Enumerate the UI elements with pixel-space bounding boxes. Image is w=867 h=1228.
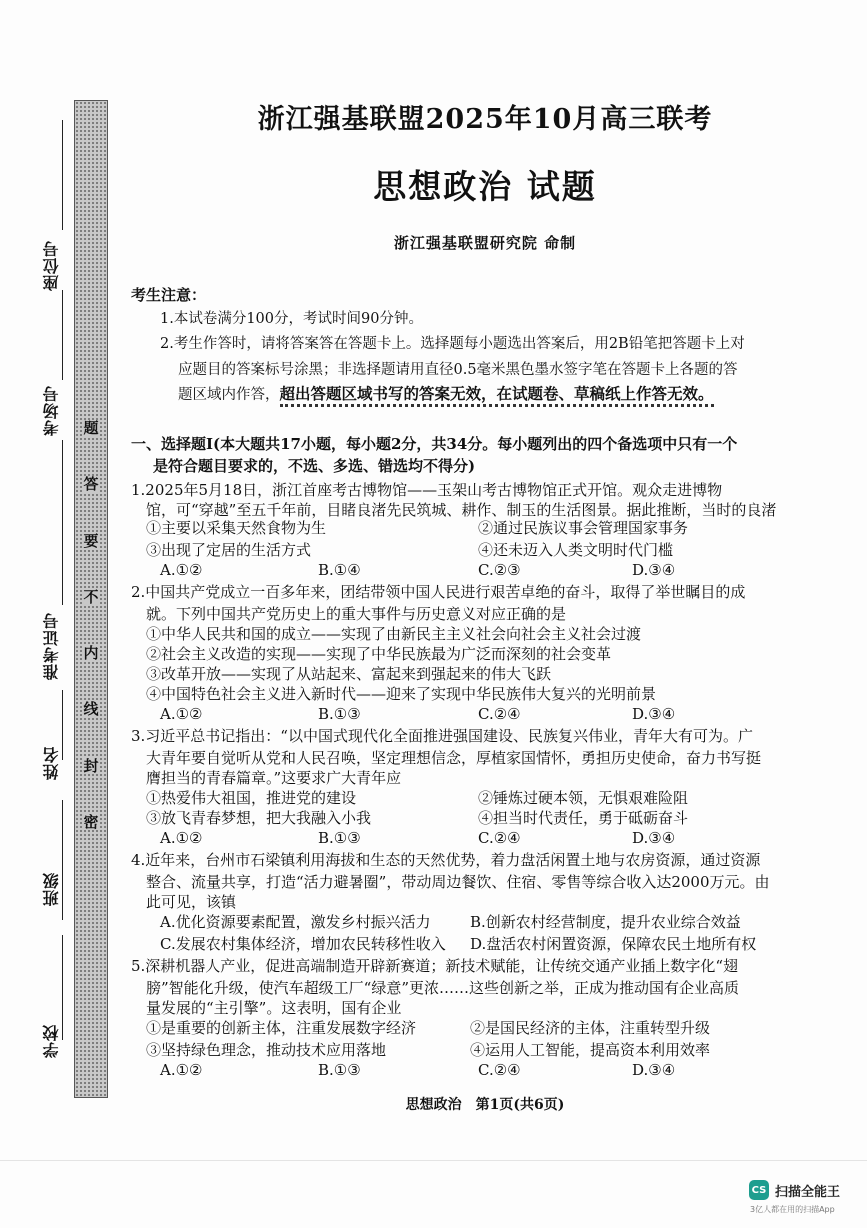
ticket-number-label: 准考证号 (42, 612, 61, 680)
q2-option-b: B.①③ (318, 705, 361, 723)
q5-statement-4: ④运用人工智能，提高资本利用效率 (470, 1041, 711, 1059)
q2-stem-line-1: 2.中国共产党成立一百多年来，团结带领中国人民进行艰苦卓绝的奋斗，取得了举世瞩目的成 (131, 583, 746, 601)
notice-item-2-line-1: 2.考生作答时，请将答案答在答题卡上。选择题每小题选出答案后，用2B铅笔把答题卡上对 (160, 336, 745, 352)
q5-option-d: D.③④ (632, 1061, 676, 1079)
seal-char: 内 (83, 644, 99, 663)
q5-statement-3: ③坚持绿色理念，推动技术应用落地 (146, 1041, 387, 1059)
q4-option-c: C.发展农村集体经济，增加农民转移性收入 (160, 935, 446, 953)
q3-option-c: C.②④ (478, 829, 521, 847)
q3-statement-3: ③放飞青春梦想，把大我融入小我 (146, 809, 372, 827)
section-heading-line-2: 是符合题目要求的，不选、多选、错选均不得分) (153, 457, 476, 475)
q4-stem-line-1: 4.近年来，台州市石梁镇利用海拔和生态的天然优势，着力盘活闲置土地与农房资源，通过资源 (131, 851, 761, 869)
exam-room-label: 考场号 (42, 385, 61, 436)
q5-option-c: C.②④ (478, 1061, 521, 1079)
seal-char: 不 (83, 587, 99, 606)
author-line: 浙江强基联盟研究院 命制 (393, 234, 577, 252)
q4-option-b: B.创新农村经营制度，提升农业综合效益 (470, 913, 741, 931)
seat-line (62, 120, 63, 230)
seal-char: 要 (83, 531, 99, 550)
q1-option-d: D.③④ (632, 561, 676, 579)
q2-option-a: A.①② (160, 705, 203, 723)
subject-title: 思想政治 试题 (373, 167, 597, 206)
q5-option-b: B.①③ (318, 1061, 361, 1079)
q4-stem-line-2: 整合、流量共享，打造“活力避暑圈”，带动周边餐饮、住宿、零售等综合收入达2000万元。由 (146, 873, 770, 891)
notice-item-1: 1.本试卷满分100分，考试时间90分钟。 (160, 311, 423, 327)
q5-option-a: A.①② (160, 1061, 203, 1079)
scanner-watermark (749, 1180, 840, 1200)
q3-statement-1: ①热爱伟大祖国，推进党的建设 (146, 789, 357, 807)
q5-statement-2: ②是国民经济的主体，注重转型升级 (470, 1019, 711, 1037)
scanner-logo-icon: CS (749, 1180, 769, 1200)
room-line (62, 290, 63, 380)
page-footer: 思想政治 第1页(共6页) (405, 1097, 565, 1113)
seal-char: 密 (83, 812, 99, 831)
seat-number-label: 座位号 (42, 240, 61, 291)
school-label: 学校 (42, 1024, 61, 1058)
q1-option-a: A.①② (160, 561, 203, 579)
q3-option-d: D.③④ (632, 829, 676, 847)
q4-option-d: D.盘活农村闲置资源，保障农民土地所有权 (470, 935, 757, 953)
page-divider (0, 1160, 867, 1161)
section-heading-line-1: 一、选择题Ⅰ(本大题共17小题，每小题2分，共34分。每小题列出的四个备选项中只有一个 (131, 435, 738, 453)
notice-item-2-line-3 (178, 383, 714, 406)
q3-option-b: B.①③ (318, 829, 361, 847)
q2-stem-line-2: 就。下列中国共产党历史上的重大事件与历史意义对应正确的是 (146, 605, 567, 623)
seal-char: 线 (83, 700, 99, 719)
exam-title: 浙江强基联盟2025年10月高三联考 (257, 104, 713, 135)
q2-statement-2: ②社会主义改造的实现——实现了中华民族最为广泛而深刻的社会变革 (146, 645, 612, 663)
ticket-line (62, 440, 63, 605)
q1-statement-4: ④还未迈入人类文明时代门槛 (478, 541, 674, 559)
q5-stem-line-2: 膀”智能化升级，使汽车超级工厂“绿意”更浓……这些创新之举，正成为推动国有企业高质 (146, 979, 740, 997)
q1-statement-1: ①主要以采集天然食物为生 (146, 519, 327, 537)
q4-option-a: A.优化资源要素配置，激发乡村振兴活力 (160, 913, 431, 931)
seal-char: 封 (83, 756, 99, 775)
q1-stem-line-2: 馆，可“穿越”至五千年前，目睹良渚先民筑城、耕作、制玉的生活图景。据此推断，当时的良渚 (146, 501, 777, 519)
seal-char: 题 (83, 419, 99, 437)
q2-statement-4: ④中国特色社会主义进入新时代——迎来了实现中华民族伟大复兴的光明前景 (146, 685, 657, 703)
seal-text (76, 420, 106, 830)
seal-char: 答 (83, 475, 99, 494)
q5-stem-line-3: 量发展的“主引擎”。这表明，国有企业 (146, 999, 402, 1017)
q3-statement-4: ④担当时代责任，勇于砥砺奋斗 (478, 809, 689, 827)
q4-stem-line-3: 此可见，该镇 (146, 893, 237, 911)
q3-statement-2: ②锤炼过硬本领，无惧艰难险阻 (478, 789, 689, 807)
notice-heading: 考生注意： (131, 286, 207, 304)
q2-option-c: C.②④ (478, 705, 521, 723)
notice-item-2-line-2: 应题目的答案标号涂黑；非选择题请用直径0.5毫米黑色墨水签字笔在答题卡上各题的答 (178, 362, 738, 378)
q1-statement-3: ③出现了定居的生活方式 (146, 541, 312, 559)
name-label: 姓名 (42, 746, 61, 780)
q3-option-a: A.①② (160, 829, 203, 847)
class-label: 班级 (42, 872, 61, 906)
q1-stem-line-1: 1.2025年5月18日，浙江首座考古博物馆——玉架山考古博物馆正式开馆。观众走进博物 (131, 481, 723, 499)
notice-text: 题区域内作答， (178, 387, 280, 403)
q3-stem-line-2: 大青年要自觉听从党和人民召唤，坚定理想信念，厚植家国情怀，勇担历史使命，奋力书写挺 (146, 749, 762, 767)
q3-stem-line-3: 膺担当的青春篇章。”这要求广大青年应 (146, 769, 402, 787)
q3-stem-line-1: 3.习近平总书记指出：“以中国式现代化全面推进强国建设、民族复兴伟业，青年大有可为。广 (131, 727, 753, 745)
scanner-tagline: 3亿人都在用的扫描App (750, 1205, 835, 1214)
q1-statement-2: ②通过民族议事会管理国家事务 (478, 519, 689, 537)
q2-statement-3: ③改革开放——实现了从站起来、富起来到强起来的伟大飞跃 (146, 665, 552, 683)
q2-statement-1: ①中华人民共和国的成立——实现了由新民主主义社会向社会主义社会过渡 (146, 625, 642, 643)
q1-option-c: C.②③ (478, 561, 521, 579)
notice-emphasis: 超出答题区域书写的答案无效，在试题卷、草稿纸上作答无效。 (280, 384, 714, 407)
q1-option-b: B.①④ (318, 561, 361, 579)
q5-statement-1: ①是重要的创新主体，注重发展数字经济 (146, 1019, 417, 1037)
q2-option-d: D.③④ (632, 705, 676, 723)
q5-stem-line-1: 5.深耕机器人产业，促进高端制造开辟新赛道；新技术赋能，让传统交通产业插上数字化“翅 (131, 957, 738, 975)
scanner-brand-name: 扫描全能王 (775, 1184, 841, 1200)
